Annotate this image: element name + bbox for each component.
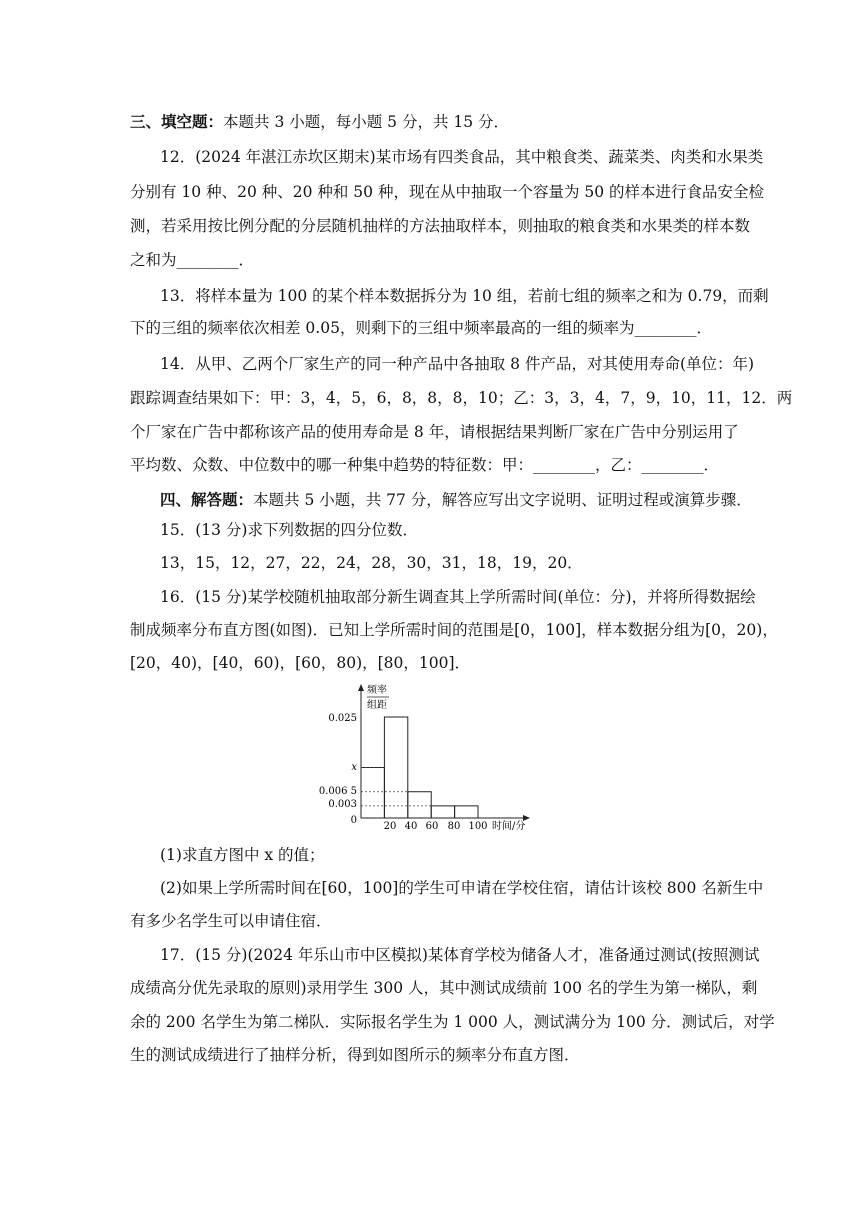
q14-line-1: 14．从甲、乙两个厂家生产的同一种产品中各抽取 8 件产品，对其使用寿命(单位：年) [160,355,755,373]
origin-label: 0 [350,815,357,826]
q13-line-2: 下的三组的频率依次相差 0.05，则剩下的三组中频率最高的一组的频率为________． [130,319,712,337]
x-tick-40: 40 [404,821,418,832]
q16-line-1: 16．(15 分)某学校随机抽取部分新生调查其上学所需时间(单位：分)，并将所得数据绘 [160,588,756,606]
x-tick-80: 80 [447,821,461,832]
q16-line-3: [20，40)，[40，60)，[60，80)，[80，100]． [130,654,471,672]
q17-line-1: 17．(15 分)(2024 年乐山市中区模拟)某体育学校为储备人才，准备通过测试(按照测试 [160,946,760,964]
q14-line-2: 跟踪调查结果如下：甲：3，4，5，6，8，8，8，10；乙：3，3，4，7，9，10，11，12．两 [130,389,793,407]
q15-line-2: 13，15，12，27，22，24，28，30，31，18，19，20． [160,554,583,572]
q12-line-1: 12．(2024 年湛江赤坎区期末)某市场有四类食品，其中粮食类、蔬菜类、肉类和水果类 [160,148,764,166]
q12-line-3: 测，若采用按比例分配的分层随机抽样的方法抽取样本，则抽取的粮食类和水果类的样本数 [130,217,751,235]
q16-sub2-line-2: 有多少名学生可以申请住宿． [130,912,332,930]
q17-line-4: 生的测试成绩进行了抽样分析，得到如图所示的频率分布直方图． [130,1046,580,1064]
x-tick-60: 60 [425,821,439,832]
y-tick-0-025: 0.025 [328,713,357,724]
histogram-bar [455,806,478,818]
section4-heading: 四、解答题： [160,490,254,509]
histogram-figure [300,682,550,838]
section4-desc: 本题共 5 小题，共 77 分，解答应写出文字说明、证明过程或演算步骤． [253,491,752,509]
q14-line-3: 个厂家在广告中都称该产品的使用寿命是 8 年，请根据结果判断厂家在广告中分别运用了 [130,423,739,441]
histogram-bar [408,792,431,818]
y-tick-x: x [351,762,357,773]
x-tick-20: 20 [383,821,397,832]
q16-sub1: (1)求直方图中 x 的值； [160,846,325,864]
q16-line-2: 制成频率分布直方图(如图)．已知上学所需时间的范围是[0，100]，样本数据分组为[0，20)， [130,621,778,639]
y-tick-0-003: 0.003 [328,799,357,810]
y-axis-arrow [358,684,364,691]
histogram-dashed-lines [361,768,431,806]
x-tick-100: 100 [468,821,488,832]
y-tick-0-0065: 0.006 5 [318,786,357,797]
section4-title [160,490,760,510]
histogram-bar [361,768,384,819]
q15-line-1: 15．(13 分)求下列数据的四分位数． [160,521,418,539]
section3-heading: 三、填空题： [130,112,224,131]
histogram-bar [431,806,454,818]
q16-sub2-line-1: (2)如果上学所需时间在[60，100]的学生可申请在学校住宿，请估计该校 800 名新生中 [160,879,764,897]
q17-line-3: 余的 200 名学生为第二梯队．实际报名学生为 1 000 人，测试满分为 100 分．测试后，对学 [130,1013,775,1031]
histogram-bar [384,717,407,818]
section3-title [130,112,730,132]
section3-desc: 本题共 3 小题，每小题 5 分，共 15 分． [223,113,510,131]
q12-line-4: 之和为________． [130,251,255,269]
q14-line-4: 平均数、众数、中位数中的哪一种集中趋势的特征数：甲：________，乙：________． [130,456,720,474]
q12-line-2: 分别有 10 种、20 种、20 种和 50 种，现在从中抽取一个容量为 50 的样本进行食品安全检 [130,183,765,201]
y-label-bottom: 组距 [367,700,387,711]
y-label-top: 频率 [367,685,387,696]
q13-line-1: 13．将样本量为 100 的某个样本数据拆分为 10 组，若前七组的频率之和为 0.79，而剩 [160,287,769,305]
x-axis-label: 时间/分 [492,821,526,832]
q17-line-2: 成绩高分优先录取的原则)录用学生 300 人，其中测试成绩前 100 名的学生为第一梯队，剩 [130,979,758,997]
